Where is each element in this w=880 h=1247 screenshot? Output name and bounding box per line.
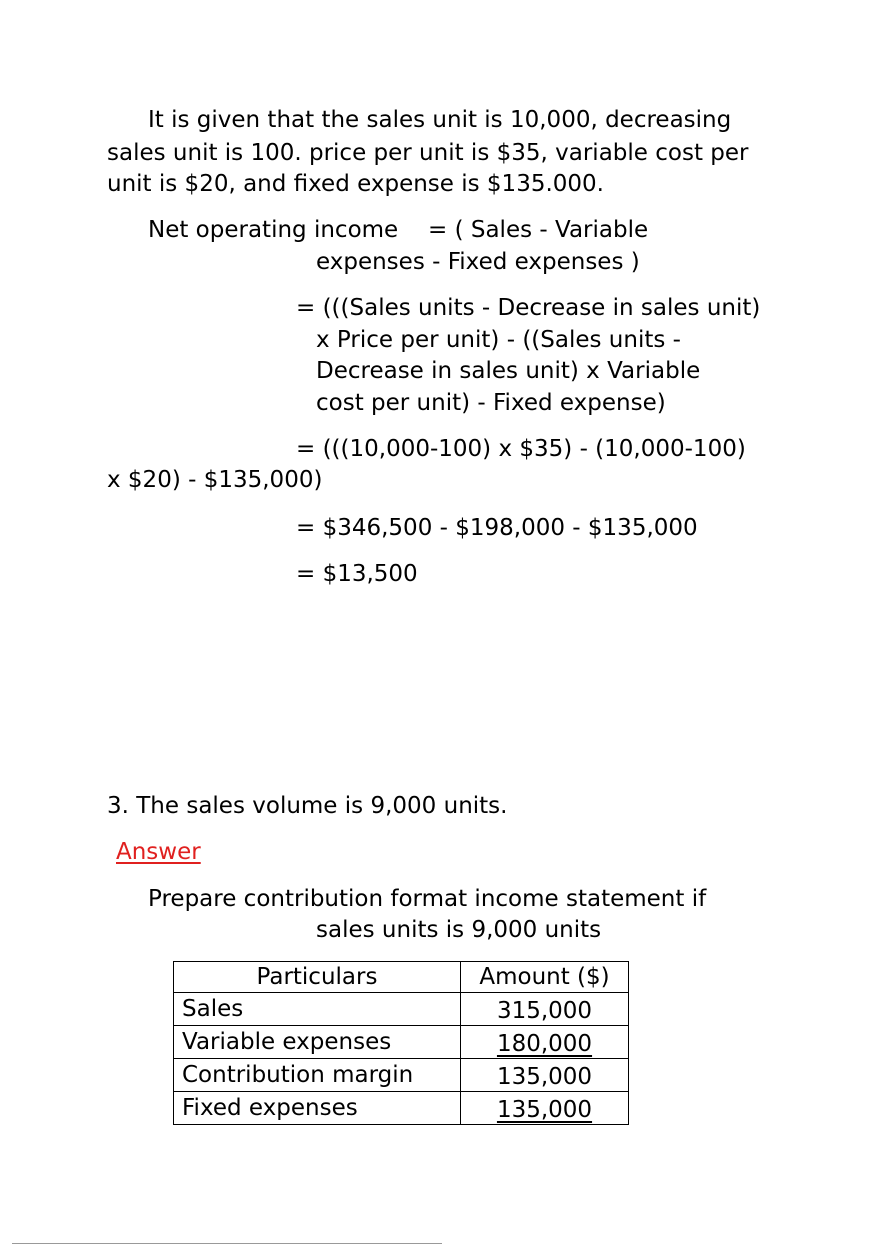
intro-line-3: unit is $20, and fixed expense is $135.000. (107, 171, 604, 197)
substitution-line-a: = (((10,000-100) x $35) - (10,000-100) (296, 436, 746, 462)
row-amount (461, 1059, 629, 1092)
table-header-row (174, 962, 629, 993)
row-particular: Variable expenses (174, 1026, 461, 1059)
table-row (174, 993, 629, 1026)
result-line: = $13,500 (296, 561, 418, 587)
net-operating-income-label: Net operating income (148, 217, 399, 243)
substitution-line-b: x $20) - $135,000) (107, 467, 323, 493)
formula-line-2a: = (((Sales units - Decrease in sales unit) (296, 295, 761, 321)
table-row (174, 1092, 629, 1125)
amount-value: 135,000 (496, 1097, 593, 1123)
amount-value: 315,000 (496, 998, 593, 1024)
header-amount: Amount ($) (461, 962, 629, 993)
table-row (174, 1026, 629, 1059)
question-3-text: 3. The sales volume is 9,000 units. (107, 793, 508, 819)
row-particular: Fixed expenses (174, 1092, 461, 1125)
income-statement-table (173, 961, 629, 1125)
amount-value: 135,000 (496, 1064, 593, 1090)
row-amount (461, 1026, 629, 1059)
answer-link[interactable]: Answer (116, 839, 201, 865)
row-particular: Sales (174, 993, 461, 1026)
formula-line-2c: Decrease in sales unit) x Variable (316, 358, 701, 384)
formula-line-2b: x Price per unit) - ((Sales units - (316, 327, 681, 353)
row-particular: Contribution margin (174, 1059, 461, 1092)
row-amount (461, 1092, 629, 1125)
intro-line-1: It is given that the sales unit is 10,000, decreasing (148, 107, 732, 133)
formula-line-2d: cost per unit) - Fixed expense) (316, 390, 666, 416)
formula-line-1b: expenses - Fixed expenses ) (316, 249, 640, 275)
row-amount (461, 993, 629, 1026)
prompt-line-2: sales units is 9,000 units (316, 917, 602, 943)
footer-divider (12, 1243, 442, 1244)
table-row (174, 1059, 629, 1092)
header-particulars: Particulars (174, 962, 461, 993)
amount-value: 180,000 (496, 1031, 593, 1057)
prompt-line-1: Prepare contribution format income statement if (148, 886, 707, 912)
computation-line: = $346,500 - $198,000 - $135,000 (296, 515, 698, 541)
intro-line-2: sales unit is 100. price per unit is $35, variable cost per (107, 140, 749, 166)
formula-line-1a: = ( Sales - Variable (428, 217, 649, 243)
